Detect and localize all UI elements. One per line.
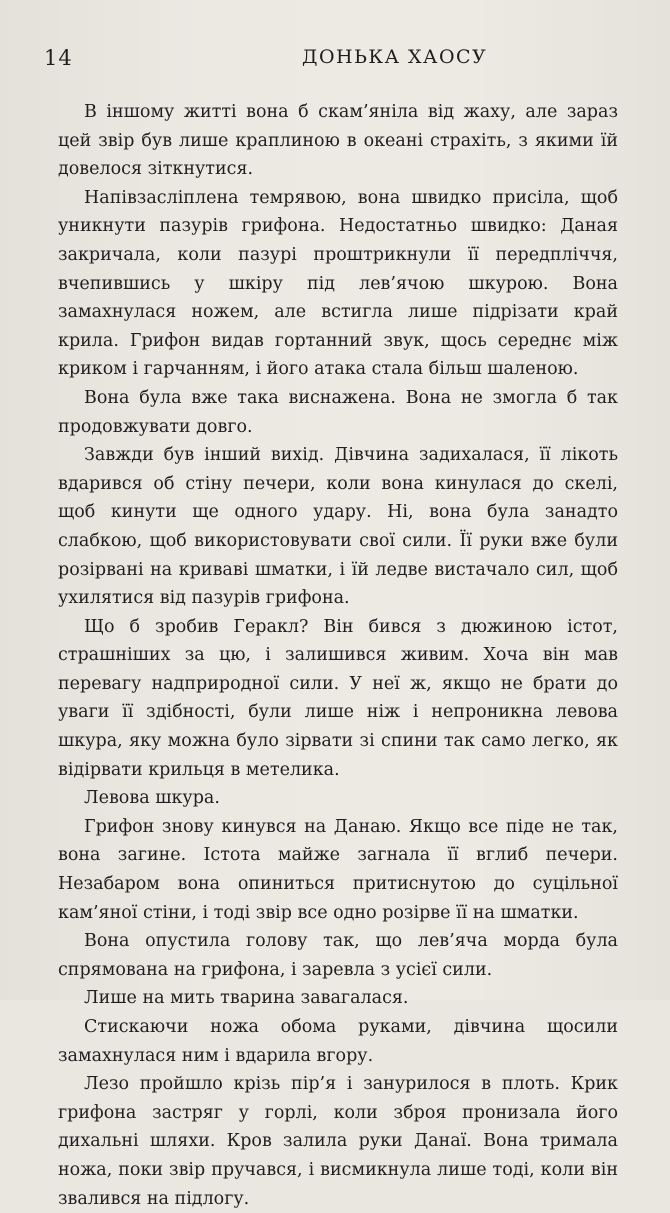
paragraph: Вона опустила голову так, що лев’яча морда була спрямована на грифона, і заревла з усієї сили.: [58, 931, 618, 980]
page-header: [44, 46, 610, 76]
paragraph: Лезо пройшло крізь пір’я і занурилося в плоть. Крик грифона застряг у горлі, коли зброя пронизала його дихальні шляхи. Кров залила руки Данаї. Вона тримала ножа, поки звір пручався, і висмикнула лише тоді, коли він звалився на підлогу.: [58, 1074, 618, 1209]
page-number: 14: [44, 46, 73, 70]
paragraph: Вона була вже така виснажена. Вона не змогла б так продовжувати довго.: [58, 387, 618, 437]
body-text: [58, 98, 618, 1213]
paragraph: В іншому житті вона б скам’яніла від жаху, але зараз цей звір був лише краплиною в океані страхіть, з якими їй довелося зіткнутися.: [58, 102, 618, 180]
paragraph: Що б зробив Геракл? Він бився з дюжиною істот, страшніших за цю, і залишився живим. Хоча він мав перевагу надприродної сили. У неї ж, якщо не брати до уваги її здібності, були лише ніж і непроникна левова шкура, яку можна було зірвати зі спини так само легко, як відірвати крильця в метелика.: [58, 616, 618, 780]
paragraph: Грифон знову кинувся на Данаю. Якщо все піде не так, вона загине. Істота майже загнала її вглиб печери. Незабаром вона опиниться притиснутою до суцільної кам’яної стіни, і тоді звір все одно розірве її на шматки.: [58, 816, 618, 923]
paragraph: Напівзасліплена темрявою, вона швидко присіла, щоб уникнути пазурів грифона. Недостатньо швидко: Даная закричала, коли пазурі проштрикнули її передпліччя, вчепившись у шкіру під лев’ячою шкурою. Вона замахнулася ножем, але встигла лише підрізaти край крила. Грифон видав гортанний звук, щось середнє між криком і гарчанням, і його атака стала більш шаленою.: [58, 187, 618, 380]
paragraph: Лише на мить тварина завагалася.: [84, 988, 409, 1009]
paragraph: Левова шкура.: [84, 788, 220, 809]
paragraph: Завжди був інший вихід. Дівчина задихалася, її лікоть вдарився об стіну печери, коли вона кинулася до скелі, щоб кинути ще одного удару. Ні, вона була занадто слабкою, щоб використовувати свої сили. Її руки вже були розірвані на криваві шматки, і їй ледве вистачало сил, щоб ухилятися від пазурів грифона.: [58, 445, 618, 609]
paragraph: Стискаючи ножа обома руками, дівчина щосили замахнулася ним і вдарила вгору.: [58, 1017, 618, 1066]
running-title: ДОНЬКА ХАОСУ: [302, 46, 488, 68]
